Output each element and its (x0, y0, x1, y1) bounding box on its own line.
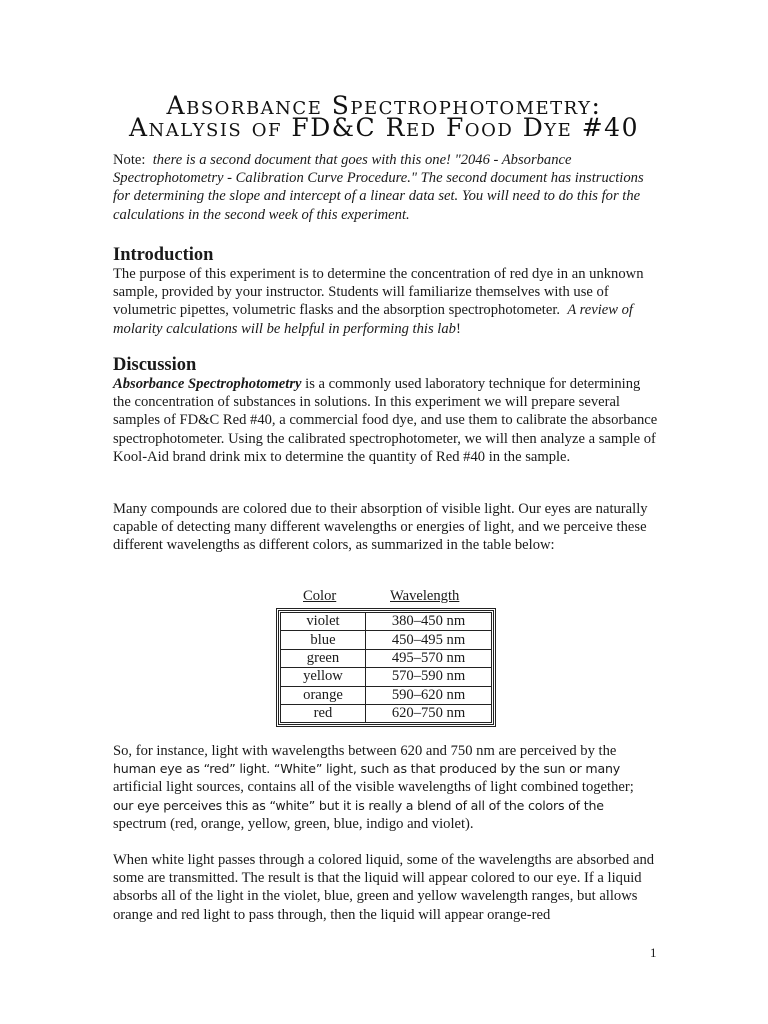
table-header-wavelength: Wavelength (390, 588, 460, 604)
para3-line-2: human eye as “red” light. “White” light, such as that produced by the sun or many (113, 761, 620, 777)
introduction-paragraph (113, 265, 658, 338)
table-row (281, 668, 492, 686)
discussion-para1-text: is a commonly used laboratory technique for determining the concentration of substances in solutions. In this experiment we will prepare several samples of FD&C Red #40, a commercial food dye, and use them to calibrate the absorbance spectrophotometer. Using the calibrated spectrophotometer, we will then analyze a sample of Kool-Aid brand drink mix to determine the quantity of Red #40 in the sample. (113, 376, 658, 465)
table-cell-wavelength: 495–570 nm (366, 649, 492, 667)
introduction-text: The purpose of this experiment is to determine the concentration of red dye in an unknown sample, provided by your instructor. Students will familiarize themselves with use of volumetric pipettes, volumetric flasks and the absorption spectrophotometer. (113, 266, 644, 319)
discussion-paragraph-4: When white light passes through a colored liquid, some of the wavelengths are absorbed and some are transmitted. The result is that the liquid will appear colored to our eye. If a liquid absorbs all of the light in the violet, blue, green and yellow wavelength ranges, but allows orange and red light to pass through, then the liquid will appear orange-red (113, 852, 655, 923)
discussion-paragraph-1 (113, 375, 658, 466)
document-title-line-1: Absorbance Spectrophotometry: (166, 91, 602, 120)
table-cell-wavelength: 380–450 nm (366, 613, 492, 631)
table-cell-wavelength: 570–590 nm (366, 668, 492, 686)
table-row (281, 631, 492, 649)
table-border (276, 608, 496, 727)
table-cell-color: yellow (281, 668, 366, 686)
table-row (281, 613, 492, 631)
page-number: 1 (650, 945, 657, 960)
discussion-paragraph-3 (113, 742, 658, 833)
note-paragraph (113, 151, 658, 224)
table-cell-color: blue (281, 631, 366, 649)
table-cell-wavelength: 450–495 nm (366, 631, 492, 649)
para3-line-1: So, for instance, light with wavelengths between 620 and 750 nm are perceived by the (113, 743, 617, 759)
table-row (281, 704, 492, 722)
table-row (281, 686, 492, 704)
para3-line-4: our eye perceives this as “white” but it is really a blend of all of the colors of the (113, 797, 604, 813)
table-cell-wavelength: 590–620 nm (366, 686, 492, 704)
discussion-heading: Discussion (113, 355, 197, 375)
table-cell-color: green (281, 649, 366, 667)
table-body (280, 612, 492, 723)
note-label: Note: (113, 152, 146, 168)
table-header (276, 588, 494, 607)
para3-line-3: artificial light sources, contains all of the visible wavelengths of light combined together; (113, 779, 634, 796)
para3-line-5: spectrum (red, orange, yellow, green, blue, indigo and violet). (113, 815, 474, 832)
table-header-color: Color (303, 588, 337, 604)
table-cell-color: red (281, 704, 366, 722)
table-cell-color: orange (281, 686, 366, 704)
discussion-paragraph-2: Many compounds are colored due to their absorption of visible light. Our eyes are naturally capable of detecting many different wavelengths or energies of light, and we perceive these different wavelengths as different colors, as summarized in the table below: (113, 501, 648, 554)
table-row (281, 649, 492, 667)
note-text: there is a second document that goes with this one! "2046 - Absorbance Spectrophotometry - Calibration Curve Procedure." The second document has instructions for determining the slope and intercept of a linear data set. You will need to do this for the calculations in the second week of this experiment. (113, 152, 644, 223)
table-cell-color: violet (281, 613, 366, 631)
introduction-heading: Introduction (113, 245, 214, 265)
introduction-text-end: ! (455, 320, 461, 337)
table-cell-wavelength: 620–750 nm (366, 704, 492, 722)
document-title-line-2: Analysis of FD&C Red Food Dye #40 (129, 113, 639, 142)
discussion-term: Absorbance Spectrophotometry (113, 376, 302, 392)
introduction-italic-text: A review of molarity calculations will be helpful in performing this lab (113, 302, 633, 337)
